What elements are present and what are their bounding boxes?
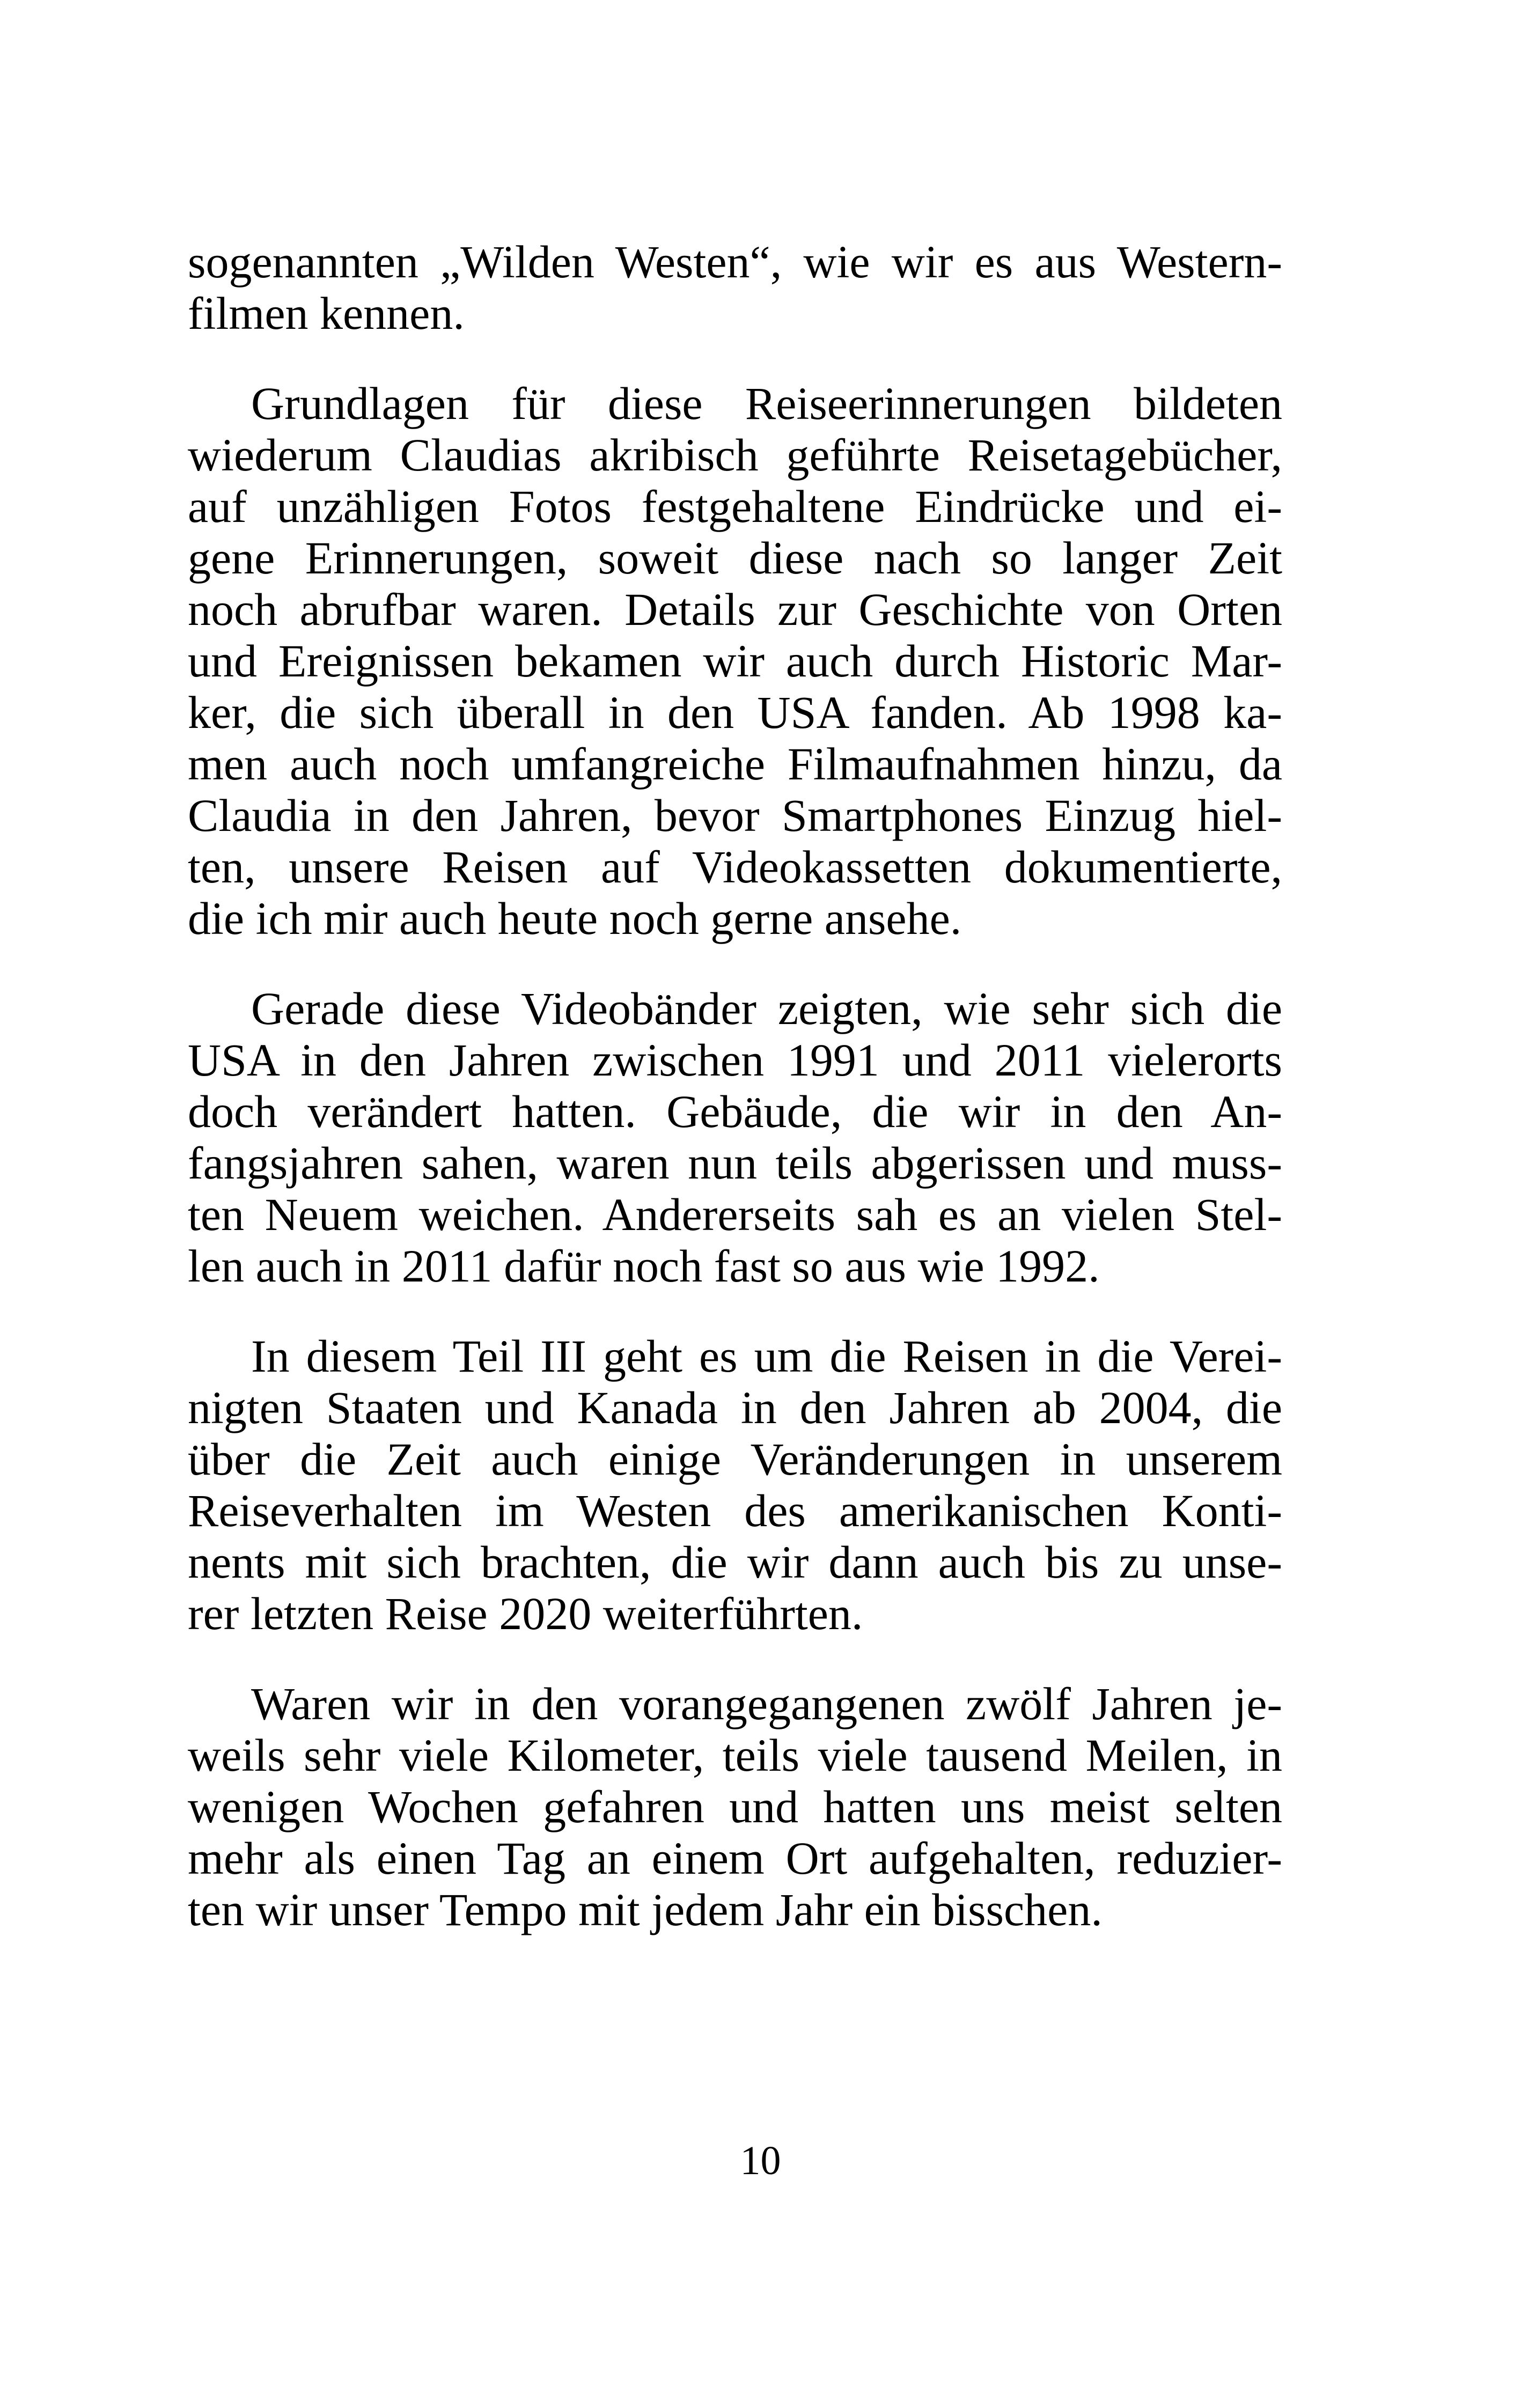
text-line: Claudia in den Jahren, bevor Smartphones Einzug hiel- — [188, 790, 1282, 841]
text-line: nigten Staaten und Kanada in den Jahren ab 2004, die — [188, 1382, 1282, 1433]
text-line: noch abrufbar waren. Details zur Geschichte von Orten — [188, 584, 1282, 635]
paragraph-2 — [188, 378, 1282, 944]
paragraph-5 — [188, 1678, 1282, 1935]
text-line: men auch noch umfangreiche Filmaufnahmen hinzu, da — [188, 738, 1282, 790]
text-line: USA in den Jahren zwischen 1991 und 2011 vielerorts — [188, 1034, 1282, 1086]
text-line: und Ereignissen bekamen wir auch durch Historic Mar- — [188, 635, 1282, 687]
text-line: len auch in 2011 dafür noch fast so aus wie 1992. — [188, 1240, 1100, 1292]
text-line: In diesem Teil III geht es um die Reisen in die Verei- — [251, 1330, 1282, 1382]
text-line: Grundlagen für diese Reiseerinnerungen bildeten — [251, 378, 1282, 429]
paragraph-3 — [188, 983, 1282, 1292]
text-line: fangsjahren sahen, waren nun teils abgerissen und muss- — [188, 1137, 1282, 1189]
text-line: wiederum Claudias akribisch geführte Reisetagebücher, — [188, 429, 1282, 481]
text-line: Gerade diese Videobänder zeigten, wie sehr sich die — [251, 983, 1282, 1034]
paragraph-4 — [188, 1330, 1282, 1639]
text-line: doch verändert hatten. Gebäude, die wir in den An- — [188, 1086, 1282, 1137]
text-line: ten, unsere Reisen auf Videokassetten dokumentierte, — [188, 841, 1282, 893]
paragraph-1 — [188, 236, 1282, 339]
text-line: mehr als einen Tag an einem Ort aufgehalten, reduzier- — [188, 1832, 1282, 1884]
text-line: weils sehr viele Kilometer, teils viele tausend Meilen, in — [188, 1729, 1282, 1781]
text-line: filmen kennen. — [188, 288, 465, 339]
text-line: ker, die sich überall in den USA fanden. Ab 1998 ka- — [188, 687, 1282, 738]
text-line: sogenannten „Wilden Westen“, wie wir es aus Western- — [188, 236, 1282, 288]
body-text — [188, 236, 1282, 1935]
text-line: ten wir unser Tempo mit jedem Jahr ein bisschen. — [188, 1884, 1103, 1935]
text-line: rer letzten Reise 2020 weiterführten. — [188, 1588, 863, 1639]
text-line: auf unzähligen Fotos festgehaltene Eindrücke und ei- — [188, 481, 1282, 532]
page-number: 10 — [740, 2138, 781, 2183]
text-line: Reiseverhalten im Westen des amerikanischen Konti- — [188, 1485, 1282, 1536]
text-line: nents mit sich brachten, die wir dann auch bis zu unse- — [188, 1536, 1282, 1588]
text-line: die ich mir auch heute noch gerne ansehe. — [188, 893, 962, 944]
text-line: wenigen Wochen gefahren und hatten uns meist selten — [188, 1781, 1282, 1832]
text-line: Waren wir in den vorangegangenen zwölf Jahren je- — [251, 1678, 1282, 1729]
text-line: über die Zeit auch einige Veränderungen in unserem — [188, 1433, 1282, 1485]
text-line: gene Erinnerungen, soweit diese nach so langer Zeit — [188, 532, 1282, 584]
text-line: ten Neuem weichen. Andererseits sah es an vielen Stel- — [188, 1189, 1282, 1240]
